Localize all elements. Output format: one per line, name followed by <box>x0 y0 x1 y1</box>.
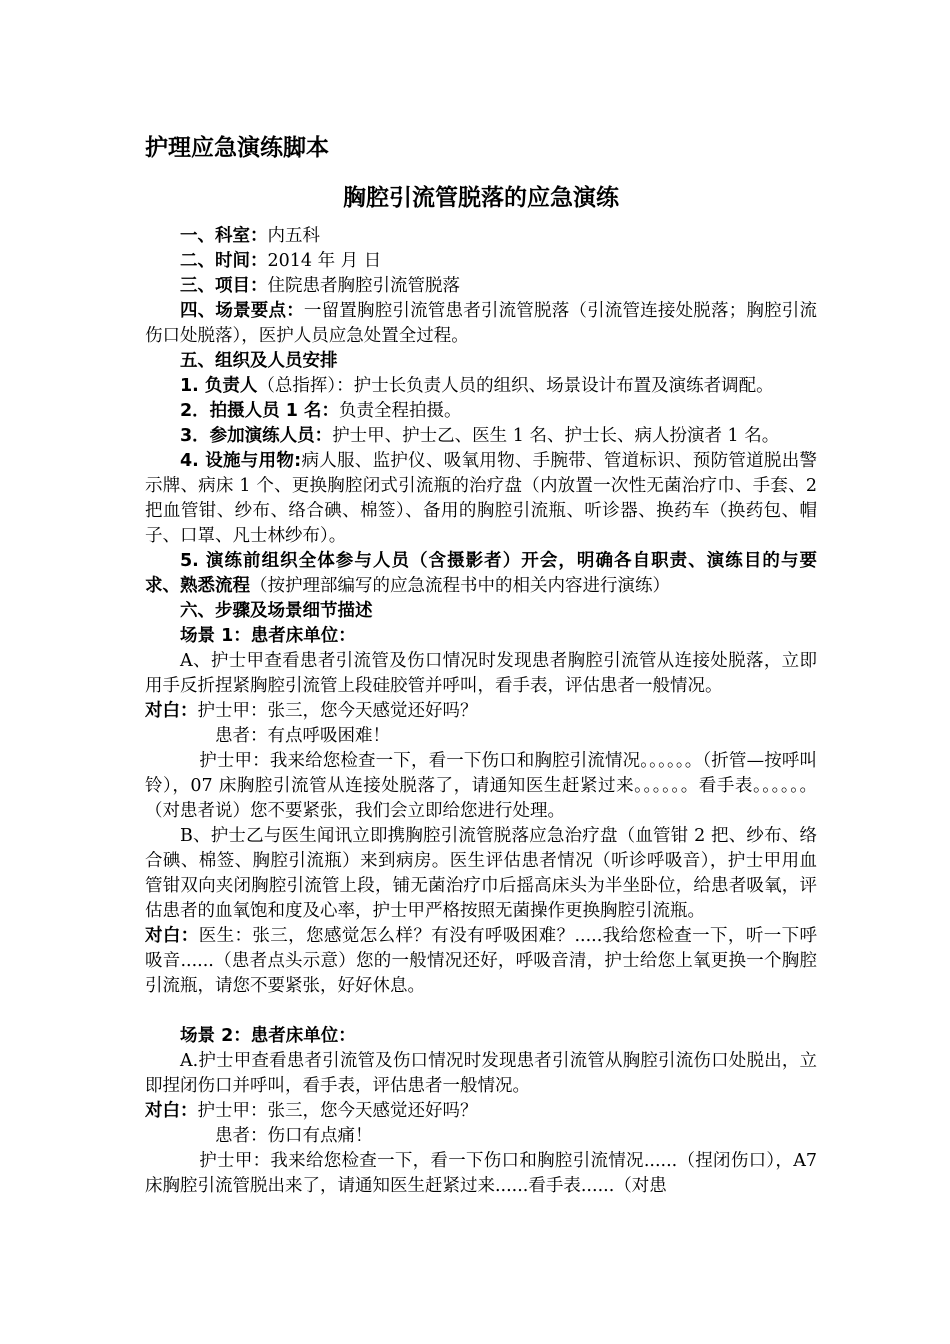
org-item <box>145 449 817 549</box>
org-item-text: 负责全程拍摄。 <box>339 401 462 421</box>
dialogue-line: 医生：张三，您感觉怎么样？有没有呼吸困难？.....我给您检查一下，听一下呼吸音......（患者点头示意）您的一般情况还好，呼吸音清，护士给您上氧更换一个胸腔引流瓶，请您不要紧张，好好休息。 <box>145 926 818 996</box>
document-subtitle: 胸腔引流管脱落的应急演练 <box>343 185 619 211</box>
dialogue-label: 对白： <box>145 1101 198 1121</box>
document-page <box>145 130 817 1199</box>
org-item-label: 5. 演练前组织全体参与人员（含摄影者）开会，明确各自职责、演练目的与要求、熟悉流程 <box>145 551 817 596</box>
scene2-step-a: A.护士甲查看患者引流管及伤口情况时发现患者引流管从胸腔引流伤口处脱出，立即捏闭伤口并呼叫，看手表，评估患者一般情况。 <box>145 1051 817 1096</box>
org-item <box>145 399 817 424</box>
org-item-text: 病人服、监护仪、吸氧用物、手腕带、管道标识、预防管道脱出警示牌、病床 1 个、更换胸腔闭式引流瓶的治疗盘（内放置一次性无菌治疗巾、手套、2 把血管钳、纱布、络合碘、棉签）、备用的胸腔引流瓶、听诊器、换药车（换药包、帽子、口罩、凡士林纱布）。 <box>145 451 818 546</box>
section-steps-heading: 六、步骤及场景细节描述 <box>180 601 373 621</box>
scene1-title: 场景 1：患者床单位： <box>180 626 356 646</box>
scene1-dialogue <box>145 699 817 724</box>
dialogue-line: 护士甲：张三，您今天感觉还好吗？ <box>197 701 478 721</box>
org-item <box>145 549 817 599</box>
section-text: 一留置胸腔引流管患者引流管脱落（引流管连接处脱落；胸腔引流伤口处脱落），医护人员应急处置全过程。 <box>145 301 818 346</box>
org-item-label: 3．参加演练人员： <box>180 426 333 446</box>
org-item-text: （总指挥）：护士长负责人员的组织、场景设计布置及演练者调配。 <box>257 376 774 396</box>
org-item-label: 2．拍摄人员 1 名： <box>180 401 340 421</box>
section-label: 二、时间： <box>180 251 268 271</box>
section-label: 一、科室： <box>180 226 268 246</box>
scene2-title: 场景 2：患者床单位： <box>180 1026 356 1046</box>
section-time <box>145 249 817 274</box>
org-item <box>145 424 817 449</box>
scene1-dialogue-doctor <box>145 924 817 999</box>
dialogue-label: 对白： <box>145 926 199 946</box>
dialogue-line: 护士甲：张三，您今天感觉还好吗？ <box>197 1101 478 1121</box>
org-item-text: （按护理部编写的应急流程书中的相关内容进行演练） <box>250 576 670 596</box>
org-item <box>145 374 817 399</box>
section-organization-heading: 五、组织及人员安排 <box>180 351 338 371</box>
section-text: 2014 年 月 日 <box>267 251 382 271</box>
section-label: 三、项目： <box>180 276 268 296</box>
dialogue-label: 对白： <box>145 701 198 721</box>
section-text: 内五科 <box>267 226 320 246</box>
spacer <box>145 999 817 1024</box>
section-project <box>145 274 817 299</box>
scene1-step-a: A、护士甲查看患者引流管及伤口情况时发现患者胸腔引流管从连接处脱落，立即用手反折捏紧胸腔引流管上段硅胶管并呼叫，看手表，评估患者一般情况。 <box>145 651 817 696</box>
org-item-label: 4. 设施与用物: <box>180 451 302 471</box>
dialogue-line: 患者：有点呼吸困难！ <box>215 726 390 746</box>
section-label: 四、场景要点： <box>180 301 304 321</box>
org-item-text: 护士甲、护士乙、医生 1 名、护士长、病人扮演者 1 名。 <box>332 426 780 446</box>
document-title: 护理应急演练脚本 <box>145 135 329 161</box>
section-department <box>145 224 817 249</box>
dialogue-line: 患者：伤口有点痛！ <box>215 1126 373 1146</box>
dialogue-line: 护士甲：我来给您检查一下，看一下伤口和胸腔引流情况。。。。。。（折管—按呼叫铃），07 床胸腔引流管从连接处脱落了，请通知医生赶紧过来。。。。。。看手表。。。。。。（对患者说）您不要紧张，我们会立即给您进行处理。 <box>145 751 817 821</box>
section-scene-points <box>145 299 817 349</box>
org-item-label: 1. 负责人 <box>180 376 258 396</box>
dialogue-line: 护士甲：我来给您检查一下，看一下伤口和胸腔引流情况......（捏闭伤口），A7 床胸腔引流管脱出来了，请通知医生赶紧过来......看手表......（对患 <box>145 1151 817 1196</box>
section-text: 住院患者胸腔引流管脱落 <box>267 276 460 296</box>
scene2-dialogue <box>145 1099 817 1124</box>
scene1-step-b: B、护士乙与医生闻讯立即携胸腔引流管脱落应急治疗盘（血管钳 2 把、纱布、络合碘、棉签、胸腔引流瓶）来到病房。医生评估患者情况（听诊呼吸音），护士甲用血管钳双向夹闭胸腔引流管上段，铺无菌治疗巾后摇高床头为半坐卧位，给患者吸氧，评估患者的血氧饱和度及心率，护士甲严格按照无菌操作更换胸腔引流瓶。 <box>145 826 817 921</box>
